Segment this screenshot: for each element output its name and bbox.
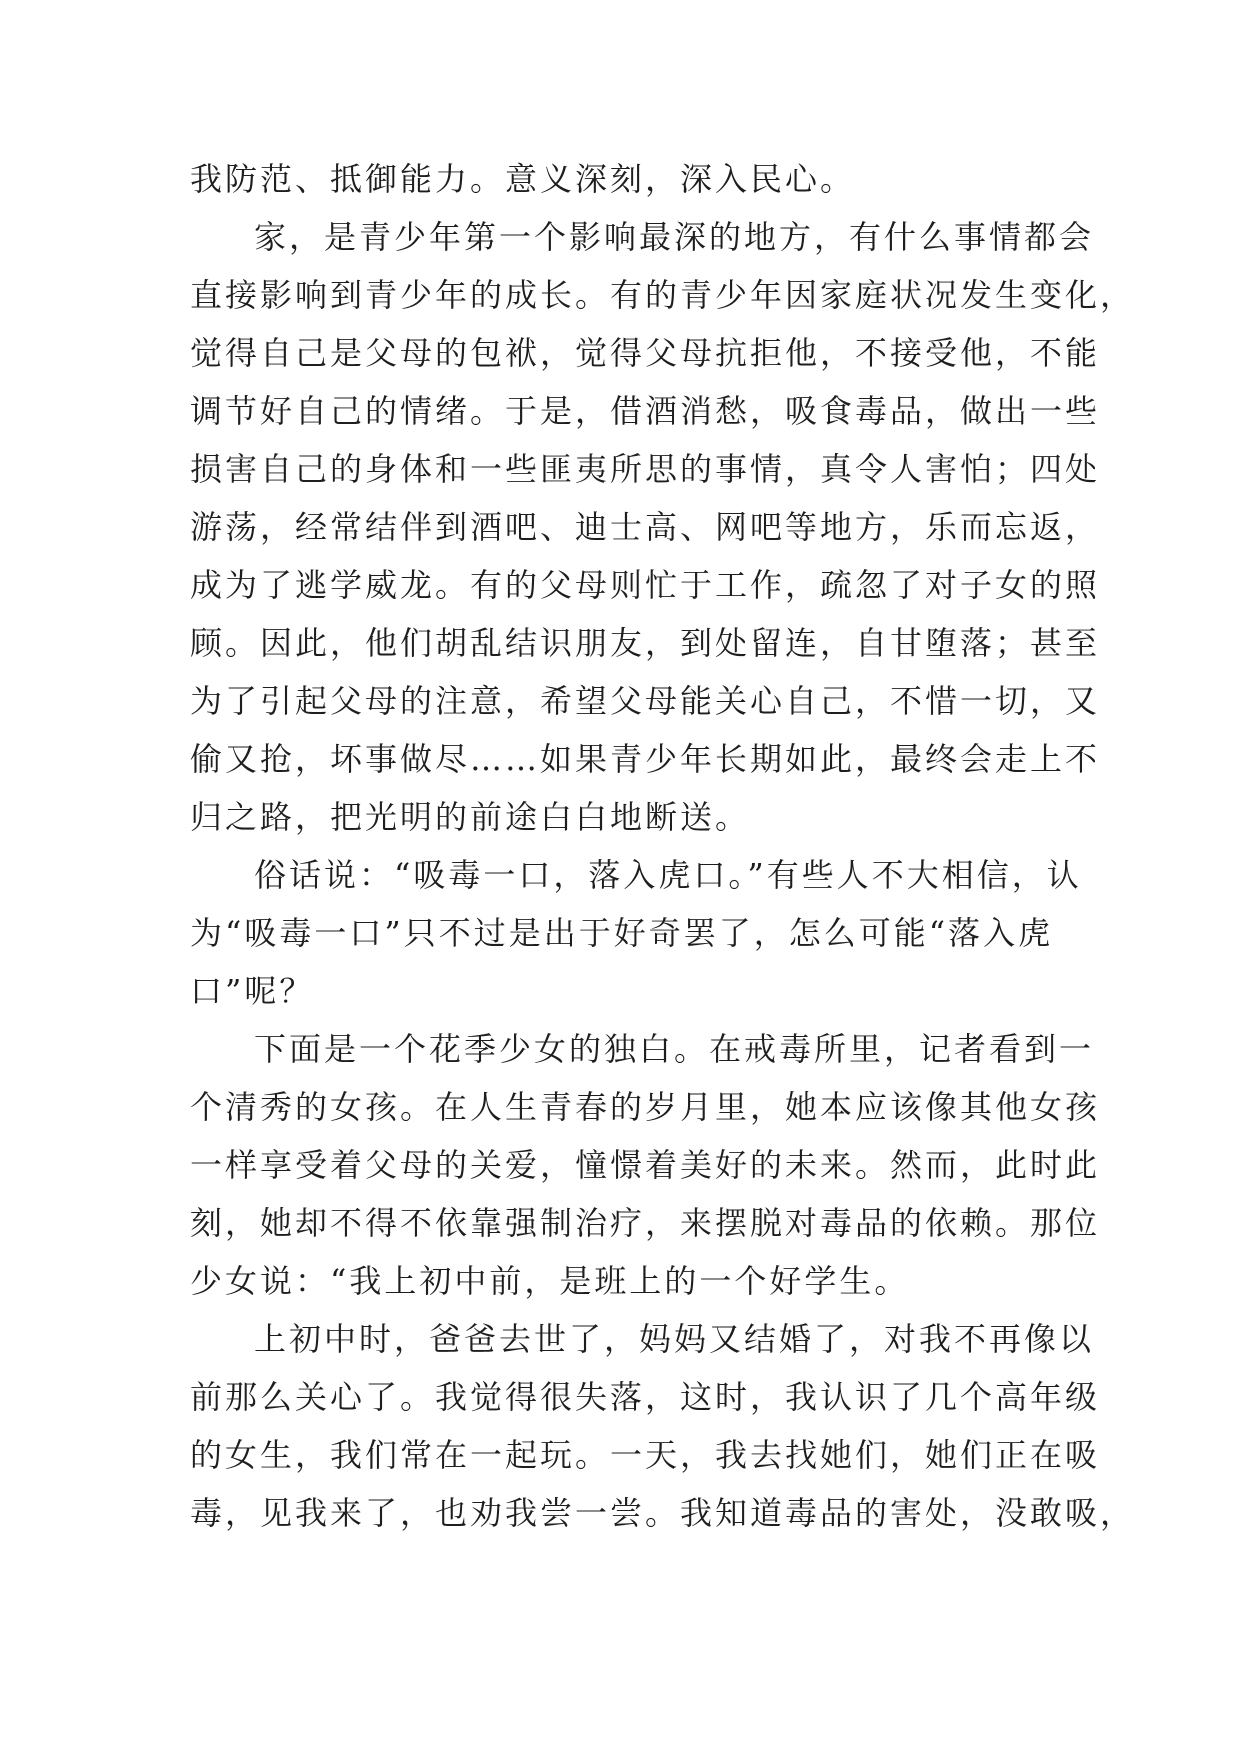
text-line: 少女说：“我上初中前，是班上的一个好学生。 xyxy=(190,1262,910,1300)
text-line: 一样享受着父母的关爱，憧憬着美好的未来。然而，此时此 xyxy=(190,1146,1101,1184)
text-line: 顾。因此，他们胡乱结识朋友，到处留连，自甘堕落；甚至 xyxy=(190,624,1101,662)
text-line: 毒，见我来了，也劝我尝一尝。我知道毒品的害处，没敢吸， xyxy=(190,1494,1136,1532)
text-line: 的女生，我们常在一起玩。一天，我去找她们，她们正在吸 xyxy=(190,1436,1101,1474)
text-line: 归之路，把光明的前途白白地断送。 xyxy=(190,798,751,836)
text-line: 口”呢？ xyxy=(190,972,315,1010)
text-line: 成为了逃学威龙。有的父母则忙于工作，疏忽了对子女的照 xyxy=(190,566,1101,604)
text-line: 为了引起父母的注意，希望父母能关心自己，不惜一切，又 xyxy=(190,682,1101,720)
document-body xyxy=(190,150,1136,1542)
text-line: 个清秀的女孩。在人生青春的岁月里，她本应该像其他女孩 xyxy=(190,1088,1101,1126)
text-line: 偷又抢，坏事做尽……如果青少年长期如此，最终会走上不 xyxy=(190,740,1101,778)
text-line: 为“吸毒一口”只不过是出于好奇罢了，怎么可能“落入虎 xyxy=(190,914,1054,952)
text-line: 我防范、抵御能力。意义深刻，深入民心。 xyxy=(190,160,856,198)
text-line: 家，是青少年第一个影响最深的地方，有什么事情都会 xyxy=(254,218,1095,256)
text-line: 下面是一个花季少女的独白。在戒毒所里，记者看到一 xyxy=(254,1030,1095,1068)
text-line: 上初中时，爸爸去世了，妈妈又结婚了，对我不再像以 xyxy=(254,1320,1095,1358)
text-line: 损害自己的身体和一些匪夷所思的事情，真令人害怕；四处 xyxy=(190,450,1101,488)
text-line: 前那么关心了。我觉得很失落，这时，我认识了几个高年级 xyxy=(190,1378,1101,1416)
text-line: 刻，她却不得不依靠强制治疗，来摆脱对毒品的依赖。那位 xyxy=(190,1204,1101,1242)
text-line: 直接影响到青少年的成长。有的青少年因家庭状况发生变化， xyxy=(190,276,1136,314)
text-line: 调节好自己的情绪。于是，借酒消愁，吸食毒品，做出一些 xyxy=(190,392,1101,430)
text-line: 游荡，经常结伴到酒吧、迪士高、网吧等地方，乐而忘返， xyxy=(190,508,1101,546)
text-line: 觉得自己是父母的包袱，觉得父母抗拒他，不接受他，不能 xyxy=(190,334,1101,372)
text-line: 俗话说：“吸毒一口，落入虎口。”有些人不大相信，认 xyxy=(254,856,1082,894)
